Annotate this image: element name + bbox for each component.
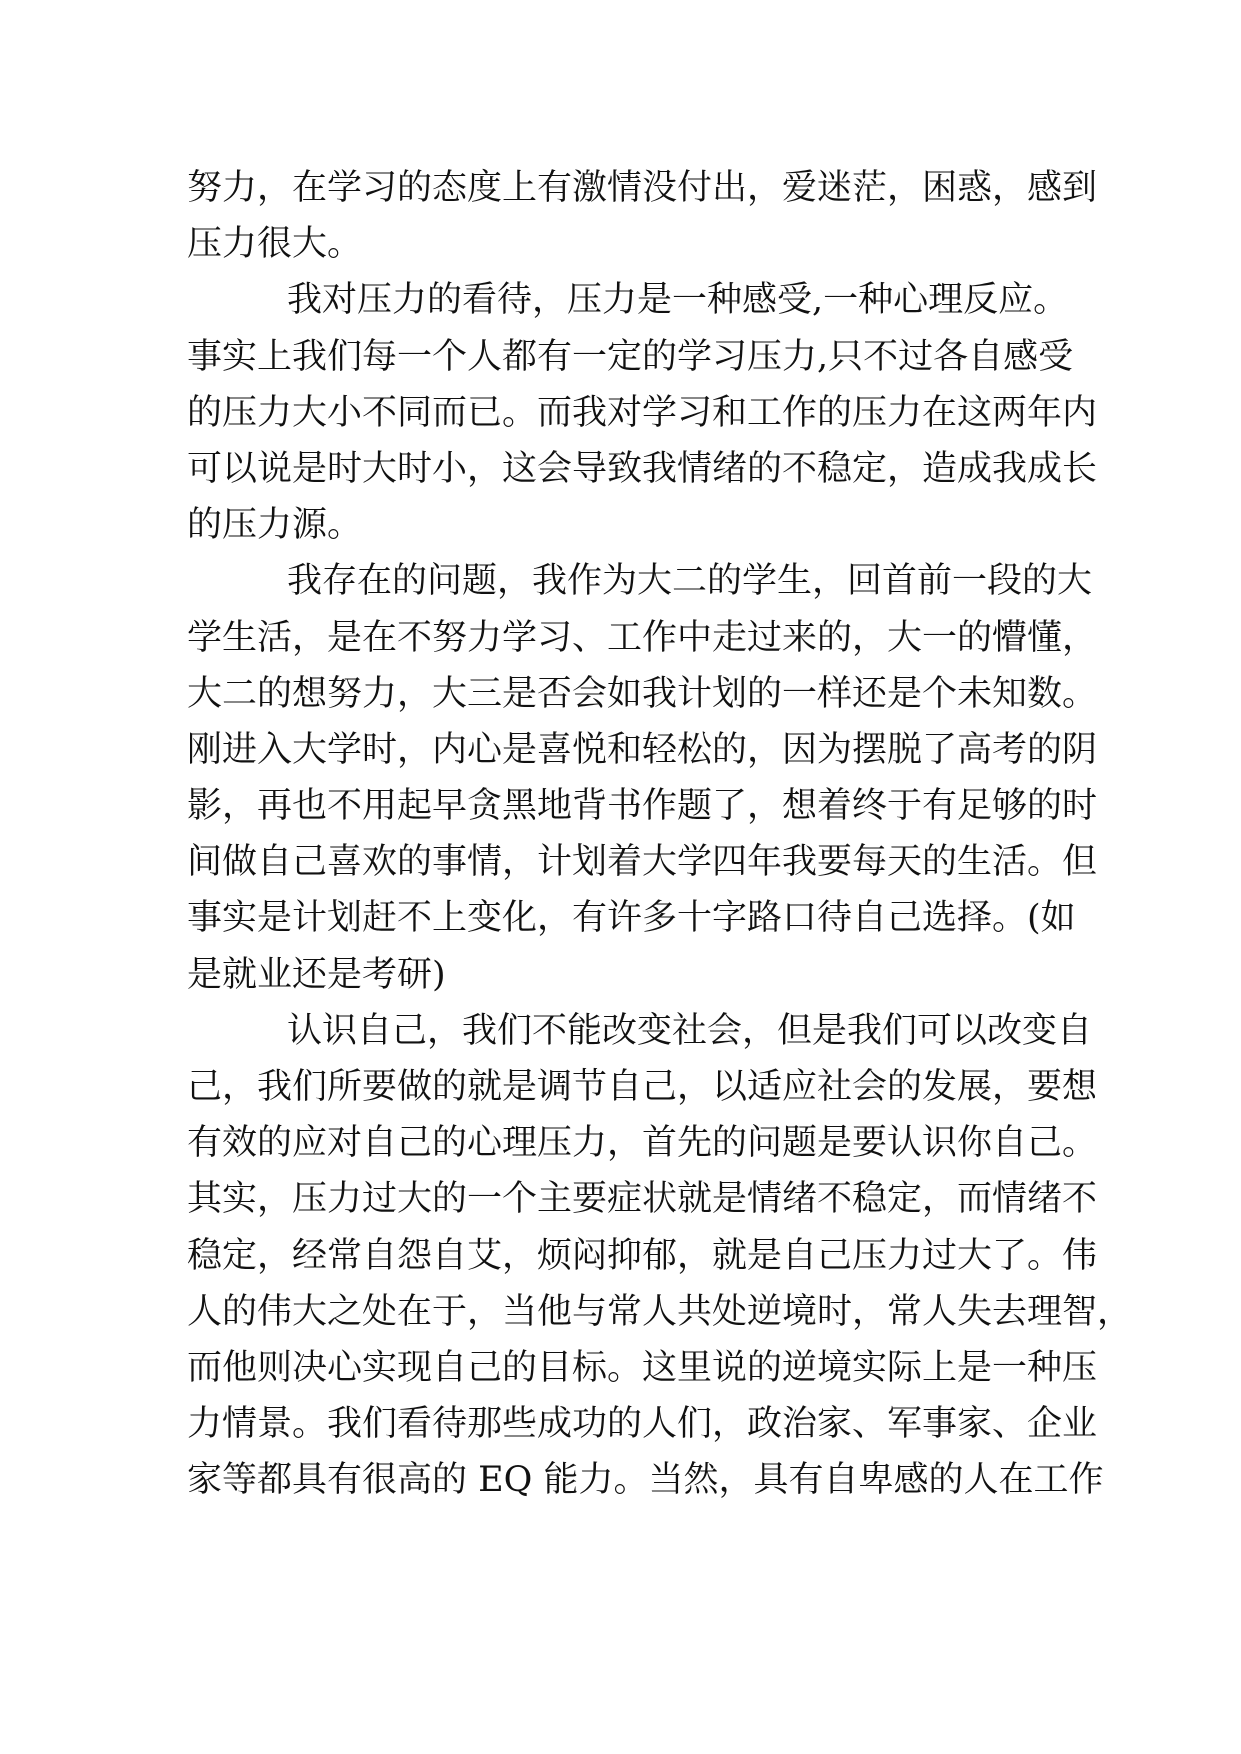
text-line: 事实上我们每一个人都有一定的学习压力,只不过各自感受 xyxy=(187,336,1074,377)
text-line: 而他则决心实现自己的目标。这里说的逆境实际上是一种压 xyxy=(187,1347,1098,1388)
text-line: 己，我们所要做的就是调节自己，以适应社会的发展，要想 xyxy=(187,1067,1098,1107)
text-line: 刚进入大学时，内心是喜悦和轻松的，因为摆脱了高考的阴 xyxy=(187,729,1098,770)
text-line: 有效的应对自己的心理压力，首先的问题是要认识你自己。 xyxy=(187,1123,1098,1164)
text-line: 家等都具有很高的 EQ 能力。当然，具有自卑感的人在工作 xyxy=(187,1460,1104,1501)
text-line: 大二的想努力，大三是否会如我计划的一样还是个未知数。 xyxy=(187,673,1098,714)
document-body xyxy=(187,160,1133,1509)
text-line: 可以说是时大时小，这会导致我情绪的不稳定，造成我成长 xyxy=(187,448,1098,489)
text-line: 影，再也不用起早贪黑地背书作题了，想着终于有足够的时 xyxy=(187,786,1098,827)
text-line: 我存在的问题，我作为大二的学生，回首前一段的大 xyxy=(287,561,1093,602)
text-line: 稳定，经常自怨自艾，烦闷抑郁，就是自己压力过大了。伟 xyxy=(187,1235,1098,1276)
text-line: 是就业还是考研) xyxy=(187,954,446,995)
text-line: 力情景。我们看待那些成功的人们，政治家、军事家、企业 xyxy=(187,1404,1098,1445)
text-line: 的压力源。 xyxy=(187,505,363,546)
paragraph xyxy=(187,553,1098,1003)
text-line: 认识自己，我们不能改变社会，但是我们可以改变自 xyxy=(287,1010,1093,1051)
text-line: 事实是计划赶不上变化，有许多十字路口待自己选择。(如 xyxy=(187,898,1076,939)
text-line: 努力，在学习的态度上有激情没付出，爱迷茫，困惑，感到 xyxy=(187,168,1098,208)
text-line: 的压力大小不同而已。而我对学习和工作的压力在这两年内 xyxy=(187,392,1098,433)
paragraph xyxy=(187,272,1098,553)
paragraph xyxy=(187,1003,1133,1509)
text-line: 我对压力的看待，压力是一种感受,一种心理反应。 xyxy=(287,280,1069,321)
text-line: 人的伟大之处在于，当他与常人共处逆境时，常人失去理智， xyxy=(187,1291,1133,1332)
paragraph xyxy=(187,160,1098,272)
text-line: 其实，压力过大的一个主要症状就是情绪不稳定，而情绪不 xyxy=(187,1179,1098,1220)
text-line: 学生活，是在不努力学习、工作中走过来的，大一的懵懂， xyxy=(187,617,1098,658)
text-line: 压力很大。 xyxy=(187,224,363,265)
text-line: 间做自己喜欢的事情，计划着大学四年我要每天的生活。但 xyxy=(187,842,1098,883)
